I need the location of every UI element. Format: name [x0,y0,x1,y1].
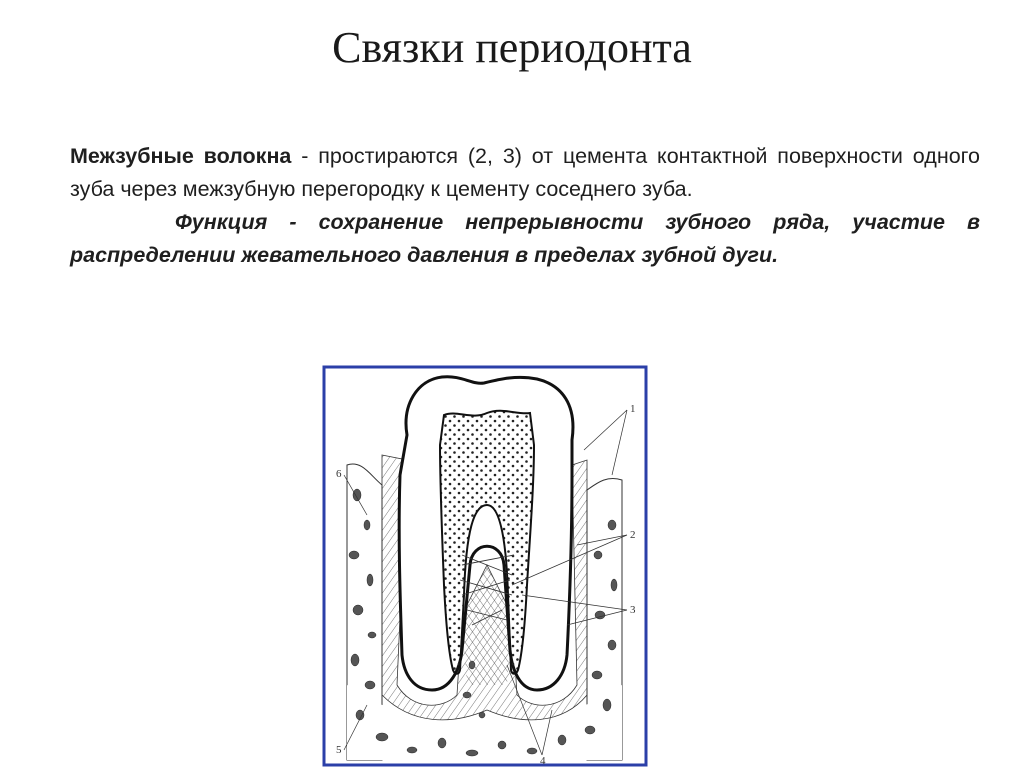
label-3: 3 [630,604,636,616]
term-interdental-fibers: Межзубные волокна [70,144,292,168]
label-6: 6 [336,468,342,480]
paragraph-interdental-fibers [70,140,980,206]
label-2: 2 [630,529,636,541]
label-5: 5 [336,744,342,756]
tooth-diagram-svg [322,365,648,767]
paragraph-function: Функция - сохранение непрерывности зубного ряда, участие в распределении жевательного давления в пределах зубной дуги. [70,210,980,267]
interdental-fibers-description: - простираются (2, 3) от цемента контактной поверхности одного зуба через межзубную перегородку к цементу соседнего зуба. [70,144,980,201]
label-4: 4 [540,755,546,767]
slide-title: Связки периодонта [332,23,692,72]
label-1: 1 [630,403,636,415]
tooth-diagram [322,365,648,767]
body-text [70,140,980,272]
